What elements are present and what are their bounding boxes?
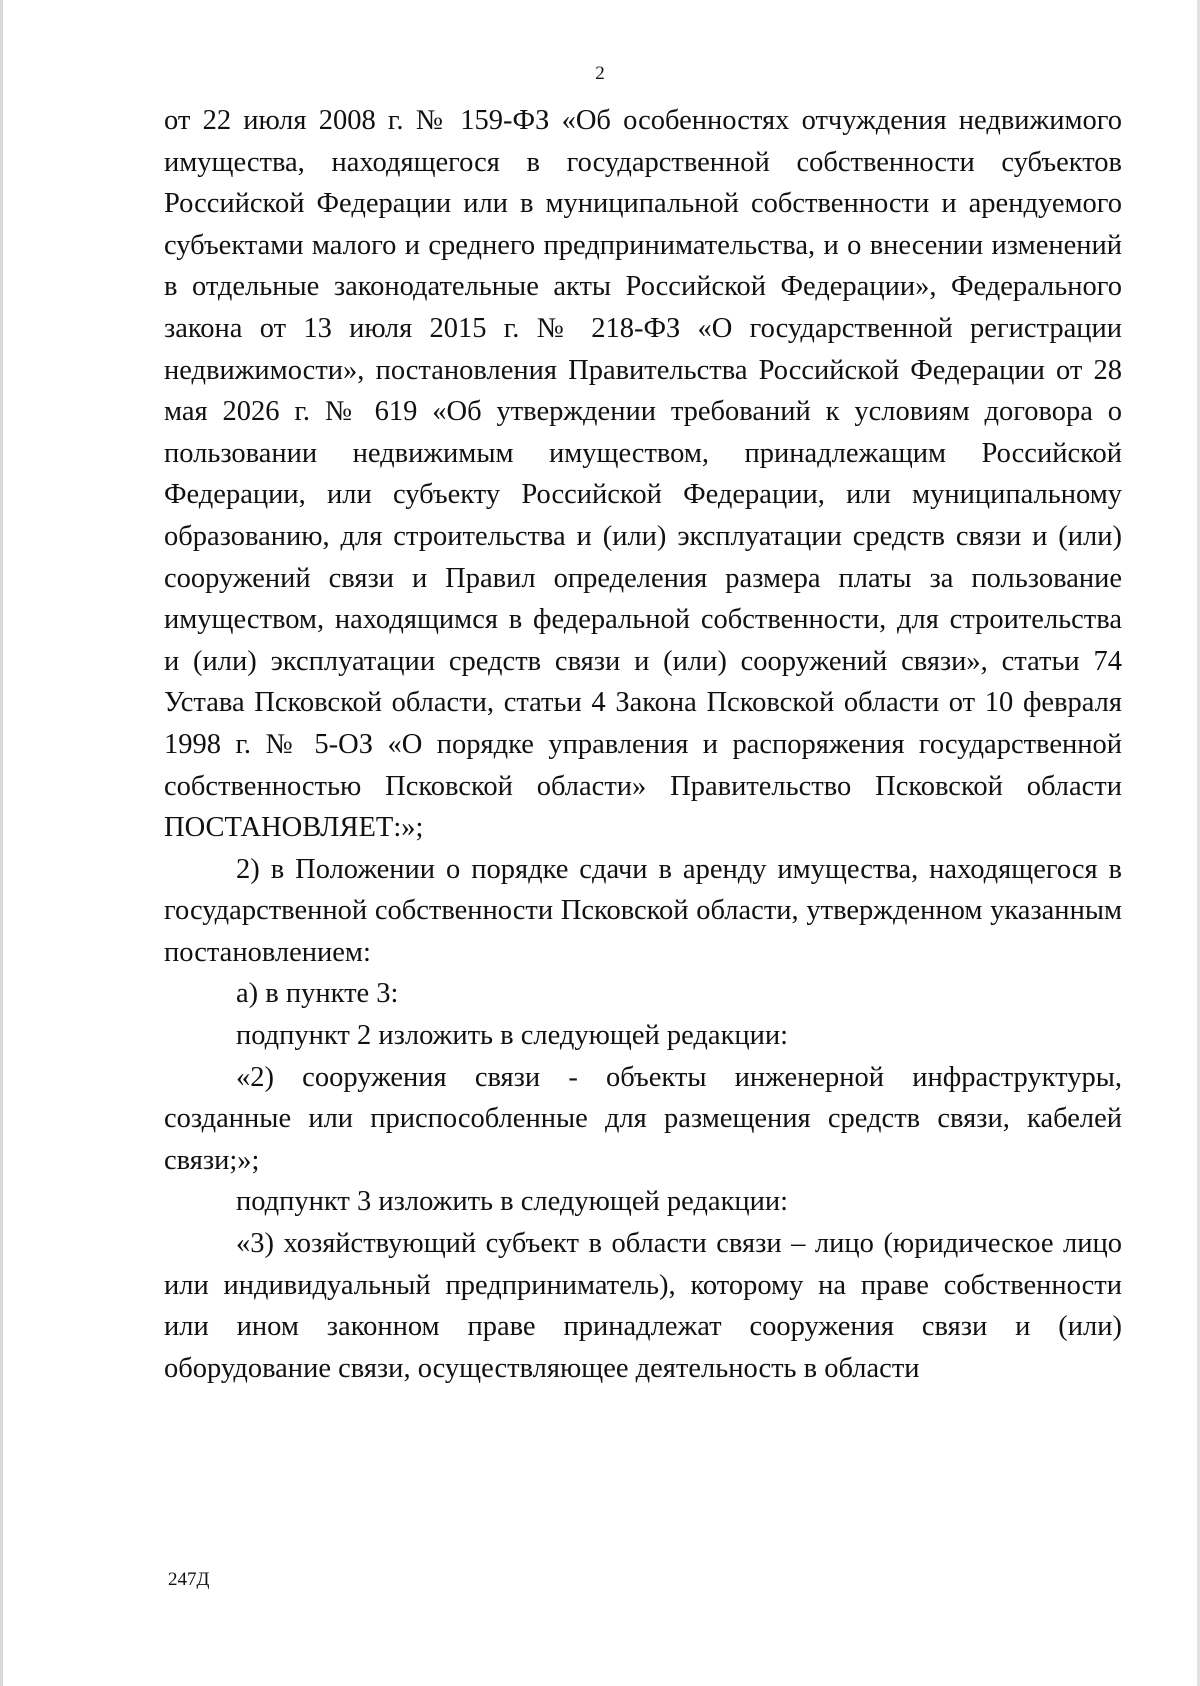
paragraph-subitem-3-text: «3) хозяйствующий субъект в области связи – лицо (юридическое лицо или индивидуальный предприниматель), которому на праве собственности или ином законном праве принадлежат сооружения связи и (или) оборудование связи, осуществляющее деятельность в области [164, 1228, 1122, 1384]
paragraph-subitem-2-text: «2) сооружения связи - объекты инженерной инфраструктуры, созданные или приспособленные для размещения средств связи, кабелей связи;»; [164, 1061, 1122, 1176]
document-code: 247Д [168, 1569, 210, 1590]
paragraph-item-a: а) в пункте 3: [236, 978, 399, 1010]
scan-edge-left [0, 0, 3, 1686]
paragraph-subitem-3-heading: подпункт 3 изложить в следующей редакции: [236, 1186, 789, 1218]
paragraph-subitem-2-heading: подпункт 2 изложить в следующей редакции: [236, 1020, 789, 1052]
paragraph-legal-basis: от 22 июля 2008 г. № 159-ФЗ «Об особенностях отчуждения недвижимого имущества, находящегося в государственной собственности субъектов Российской Федерации или в муниципальной собственности и арендуемого субъектами малого и среднего предпринимательства, и о внесении изменений в отдельные законодательные акты Российской Федерации», Федерального закона от 13 июля 2015 г. № 218-ФЗ «О государственной регистрации недвижимости», постановления Правительства Российской Федерации от 28 мая 2026 г. № 619 «Об утверждении требований к условиям договора о пользовании недвижимым имуществом, принадлежащим Российской Федерации, или субъекту Российской Федерации, или муниципальному образованию, для строительства и (или) эксплуатации средств связи и (или) сооружений связи и Правил определения размера платы за пользование имуществом, находящимся в федеральной собственности, для строительства и (или) эксплуатации средств связи и (или) сооружений связи», статьи 74 Устава Псковской области, статьи 4 Закона Псковской области от 10 февраля 1998 г. № 5-ОЗ «О порядке управления и распоряжения государственной собственностью Псковской области» Правительство Псковской области ПОСТАНОВЛЯЕТ:»; [164, 105, 1122, 844]
page-number: 2 [595, 63, 605, 84]
document-body [164, 100, 1122, 1389]
paragraph-item-2: 2) в Положении о порядке сдачи в аренду имущества, находящегося в государственной собственности Псковской области, утвержденном указанным постановлением: [164, 853, 1122, 968]
